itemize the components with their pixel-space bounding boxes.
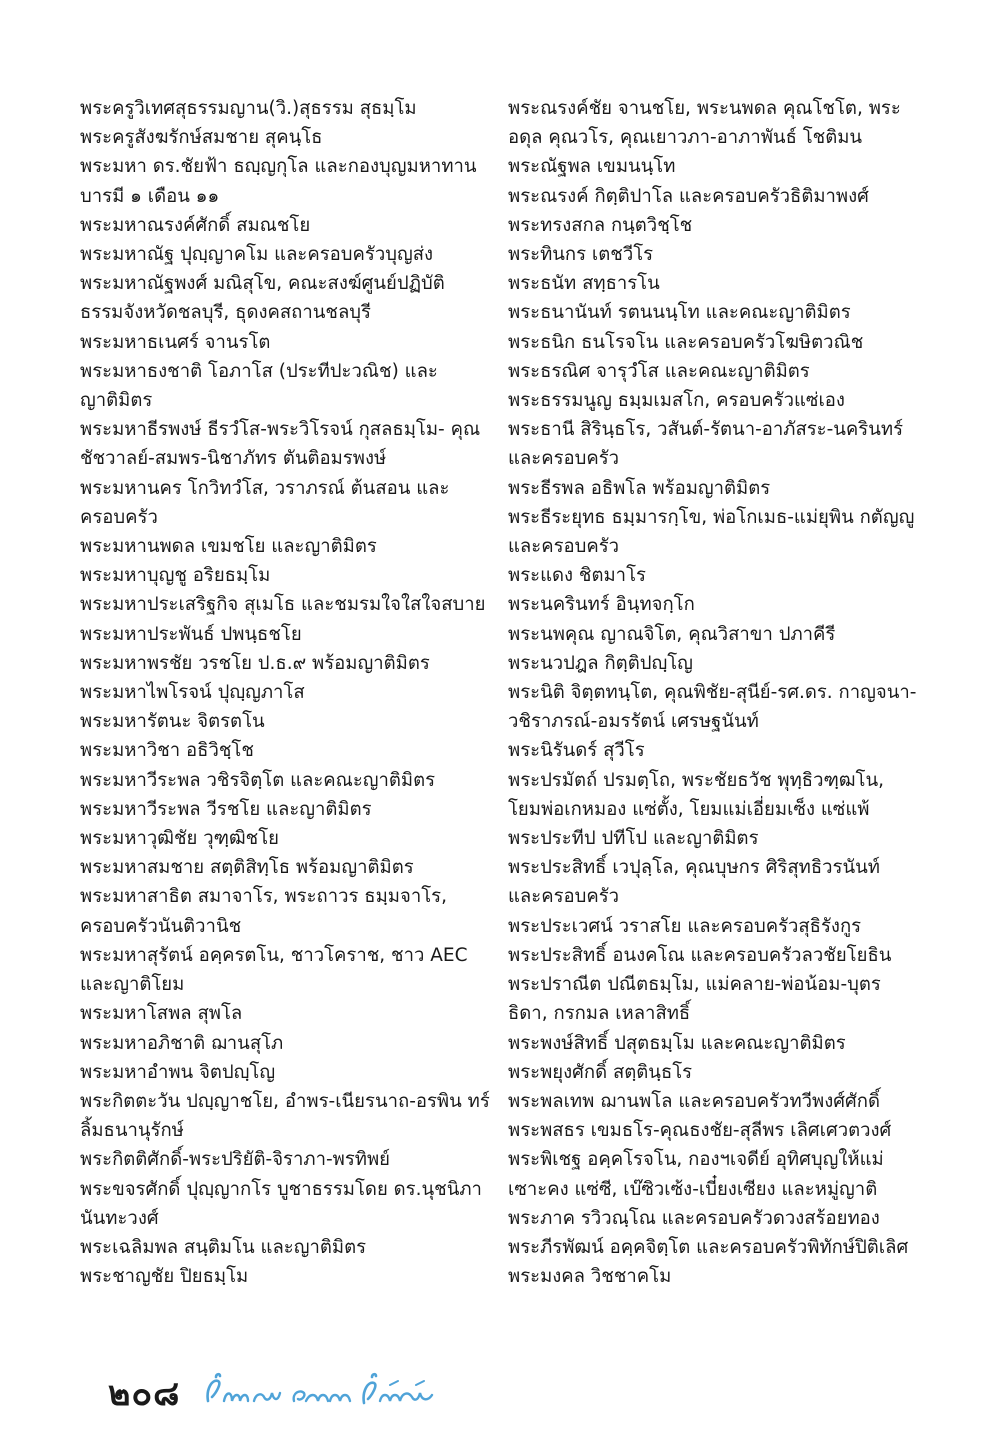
donor-entry: พระณรงค์ กิตฺติปาโล และครอบครัวธิติมาพงศ์ (508, 185, 869, 207)
donor-entry: พระมหาณรงค์ศักดิ์ สมณชโย (80, 214, 311, 236)
donor-entry: พระมหาธเนศร์ จานรโต (80, 331, 271, 353)
page-footer (108, 1368, 442, 1418)
donor-entry: พระพิเชฐ อคฺคโรจโน, กองฯเจดีย์ อุทิศบุญให้แม่ เซาะคง แซ่ซี, เบ๊ซิวเซ้ง-เบี๋ยงเซียง และหมู่ญาติ (508, 1149, 884, 1200)
donor-entry: พระมหา ดร.ชัยฟ้า ธญฺญกุโล และกองบุญมหาทาน บารมี ๑ เดือน ๑๑ (80, 156, 477, 207)
donor-entry: พระธีรพล อธิพโล พร้อมญาติมิตร (508, 477, 771, 499)
donor-entry: พระธนัท สทฺธารโน (508, 273, 660, 295)
page-number: ๒๐๘ (108, 1374, 181, 1414)
donor-entry: พระนิรันดร์ สุวีโร (508, 740, 645, 762)
donor-entry: พระมหาวุฒิชัย วุฑฺฒิชโย (80, 828, 280, 850)
donor-entry: พระชาญชัย ปิยธมฺโม (80, 1266, 249, 1288)
donor-entry: พระมหาสาธิต สมาจาโร, พระถาวร ธมฺมจาโร, ครอบครัวนันติวานิช (80, 886, 447, 937)
donor-entry: พระมหาโสพล สุพโล (80, 1003, 243, 1025)
donor-entry: พระพสธร เขมธโร-คุณธงชัย-สุลีพร เลิศเศวตวงศ์ (508, 1120, 892, 1142)
donor-entry: พระมหาประเสริฐกิจ สุเมโธ และชมรมใจใสใจสบาย (80, 594, 486, 616)
donor-entry: พระเฉลิมพล สนฺติมโน และญาติมิตร (80, 1236, 367, 1258)
donor-entry: พระมหานพดล เขมชโย และญาติมิตร (80, 536, 377, 558)
donor-list-left (80, 94, 490, 1291)
donor-entry: พระปราณีต ปณีตธมฺโม, แม่คลาย-พ่อน้อม-บุตร ธิดา, กรกมล เหลาสิทธิ์ (508, 974, 881, 1025)
donor-entry: พระพงษ์สิทธิ์ ปสุตธมฺโม และคณะญาติมิตร (508, 1032, 846, 1054)
donor-entry: พระพยุงศักดิ์ สตฺตินฺธโร (508, 1061, 693, 1083)
donor-entry: พระธนานันท์ รตนนนฺโท และคณะญาติมิตร (508, 302, 851, 324)
donor-entry: พระธรณิศ จารุวํโส และคณะญาติมิตร (508, 360, 810, 382)
donor-entry: พระณัฐพล เขมนนฺโท (508, 156, 676, 178)
donor-entry: พระมหาธงชาติ โอภาโส (ประทีปะวณิช) และ ญาติมิตร (80, 360, 438, 412)
donor-entry: พระมหาสุรัตน์ อคฺครตโน, ชาวโคราช, ชาว AEC และญาติโยม (80, 944, 468, 996)
donor-entry: พระขจรศักดิ์ ปุญฺญากโร บูชาธรรมโดย ดร.นุชนิภา นันทะวงศ์ (80, 1178, 482, 1229)
donor-entry: พระมหาบุญชู อริยธมฺโม (80, 565, 271, 587)
donor-entry: พระแดง ชิตมาโร (508, 565, 646, 587)
donor-entry: พระภาค รวิวณฺโณ และครอบครัวดวงสร้อยทอง (508, 1207, 880, 1229)
script-logo (202, 1371, 442, 1415)
donor-entry: พระมหาวีระพล วชิรจิตฺโต และคณะญาติมิตร (80, 769, 436, 791)
donor-entry: พระครูสังฆรักษ์สมชาย สุคนฺโธ (80, 127, 323, 149)
donor-entry: พระปรมัตถ์ ปรมตฺโถ, พระชัยธวัช พุทฺธิวฑฺฒโน, โยมพ่อเกหมอง แซ่ตั้ง, โยมแม่เอี่ยมเซ็ง แซ่แพ้ (508, 769, 885, 820)
donor-entry: พระมหาพรชัย วรชโย ป.ธ.๙ พร้อมญาติมิตร (80, 652, 430, 674)
donor-entry: พระมหาณัฐ ปุญฺญาคโม และครอบครัวบุญส่ง (80, 244, 434, 266)
donor-entry: พระธนิก ธนโรจโน และครอบครัวโฆษิตวณิช (508, 331, 864, 353)
donor-entry: พระมหาอำพน จิตปญฺโญ (80, 1061, 276, 1083)
donor-entry: พระมหารัตนะ จิตรตโน (80, 711, 265, 733)
donor-entry: พระกิตตะวัน ปญฺญาชโย, อำพร-เนียรนาถ-อรพิน ทร์ ลิ้มธนานุรักษ์ (80, 1090, 490, 1142)
donor-entry: พระมหาณัฐพงศ์ มณิสุโข, คณะสงฆ์ศูนย์ปฏิบัติ ธรรมจังหวัดชลบุรี, ธุดงคสถานชลบุรี (80, 273, 445, 324)
donor-entry: พระภีรพัฒน์ อคฺคจิตฺโต และครอบครัวพิทักษ์ปิติเลิศ (508, 1236, 909, 1258)
donor-entry: พระมหาธีรพงษ์ ธีรวํโส-พระวิโรจน์ กุสลธมฺโม- คุณชัชวาลย์-สมพร-นิชาภัทร ตันติอมรพงษ์ (80, 419, 481, 470)
donor-entry: พระประทีป ปทีโป และญาติมิตร (508, 828, 759, 850)
donor-entry: พระนครินทร์ อินฺทจกฺโก (508, 594, 695, 616)
donor-entry: พระทรงสกล กนฺตวิชฺโช (508, 214, 693, 236)
donor-entry: พระนวปฎล กิตฺติปญฺโญ (508, 652, 693, 674)
donor-entry: พระมหาวีระพล วีรชโย และญาติมิตร (80, 798, 372, 820)
donor-entry: พระมหาไพโรจน์ ปุญฺญภาโส (80, 682, 305, 704)
donor-entry: พระพลเทพ ฌานพโล และครอบครัวทวีพงศ์ศักดิ์ (508, 1090, 880, 1112)
donor-entry: พระธานี สิรินฺธโร, วสันต์-รัตนา-อาภัสระ-นครินทร์ และครอบครัว (508, 419, 904, 470)
donor-entry: พระประสิทธิ์ อนงคโณ และครอบครัวลวชัยโยธิน (508, 944, 892, 966)
donor-entry: พระมหานคร โกวิทวํโส, วราภรณ์ ต้นสอน และ ครอบครัว (80, 477, 450, 528)
donor-list-right (508, 94, 918, 1291)
donor-entry: พระมงคล วิชชาคโม (508, 1266, 672, 1288)
donor-entry: พระมหาอภิชาติ ฌานสุโภ (80, 1032, 284, 1054)
donor-entry: พระมหาสมชาย สตฺติสิทฺโธ พร้อมญาติมิตร (80, 857, 414, 879)
donor-entry: พระกิตติศักดิ์-พระปริยัติ-จิราภา-พรทิพย์ (80, 1149, 390, 1171)
donor-entry: พระทินกร เตชวีโร (508, 244, 654, 266)
donor-entry: พระนพคุณ ญาณจิโต, คุณวิสาขา ปภาคีรี (508, 623, 836, 645)
donor-entry: พระณรงค์ชัย จานชโย, พระนพดล คุณโชโต, พระ อดุล คุณวโร, คุณเยาวภา-อาภาพันธ์ โชติมน (508, 98, 901, 149)
donor-entry: พระครูวิเทศสุธรรมญาน(วิ.)สุธรรม สุธมฺโม (80, 98, 417, 119)
donor-entry: พระประสิทธิ์ เวปุลฺโล, คุณบุษกร ศิริสุทธิวรนันท์ และครอบครัว (508, 857, 880, 908)
donor-entry: พระธีระยุทธ ธมฺมารกฺโข, พ่อโกเมธ-แม่ยุพิน กตัญญู และครอบครัว (508, 506, 915, 558)
donor-entry: พระนิติ จิตฺตทนฺโต, คุณพิชัย-สุนีย์-รศ.ดร. กาญจนา-วชิราภรณ์-อมรรัตน์ เศรษฐนันท์ (508, 682, 917, 733)
donor-entry: พระธรรมนูญ ธมฺมเมสโก, ครอบครัวแซ่เอง (508, 390, 845, 412)
donor-entry: พระมหาประพันธ์ ปพนฺธชโย (80, 623, 302, 645)
donor-entry: พระมหาวิชา อธิวิชฺโช (80, 740, 254, 762)
donor-entry: พระประเวศน์ วราสโย และครอบครัวสุธิรังกูร (508, 915, 862, 937)
